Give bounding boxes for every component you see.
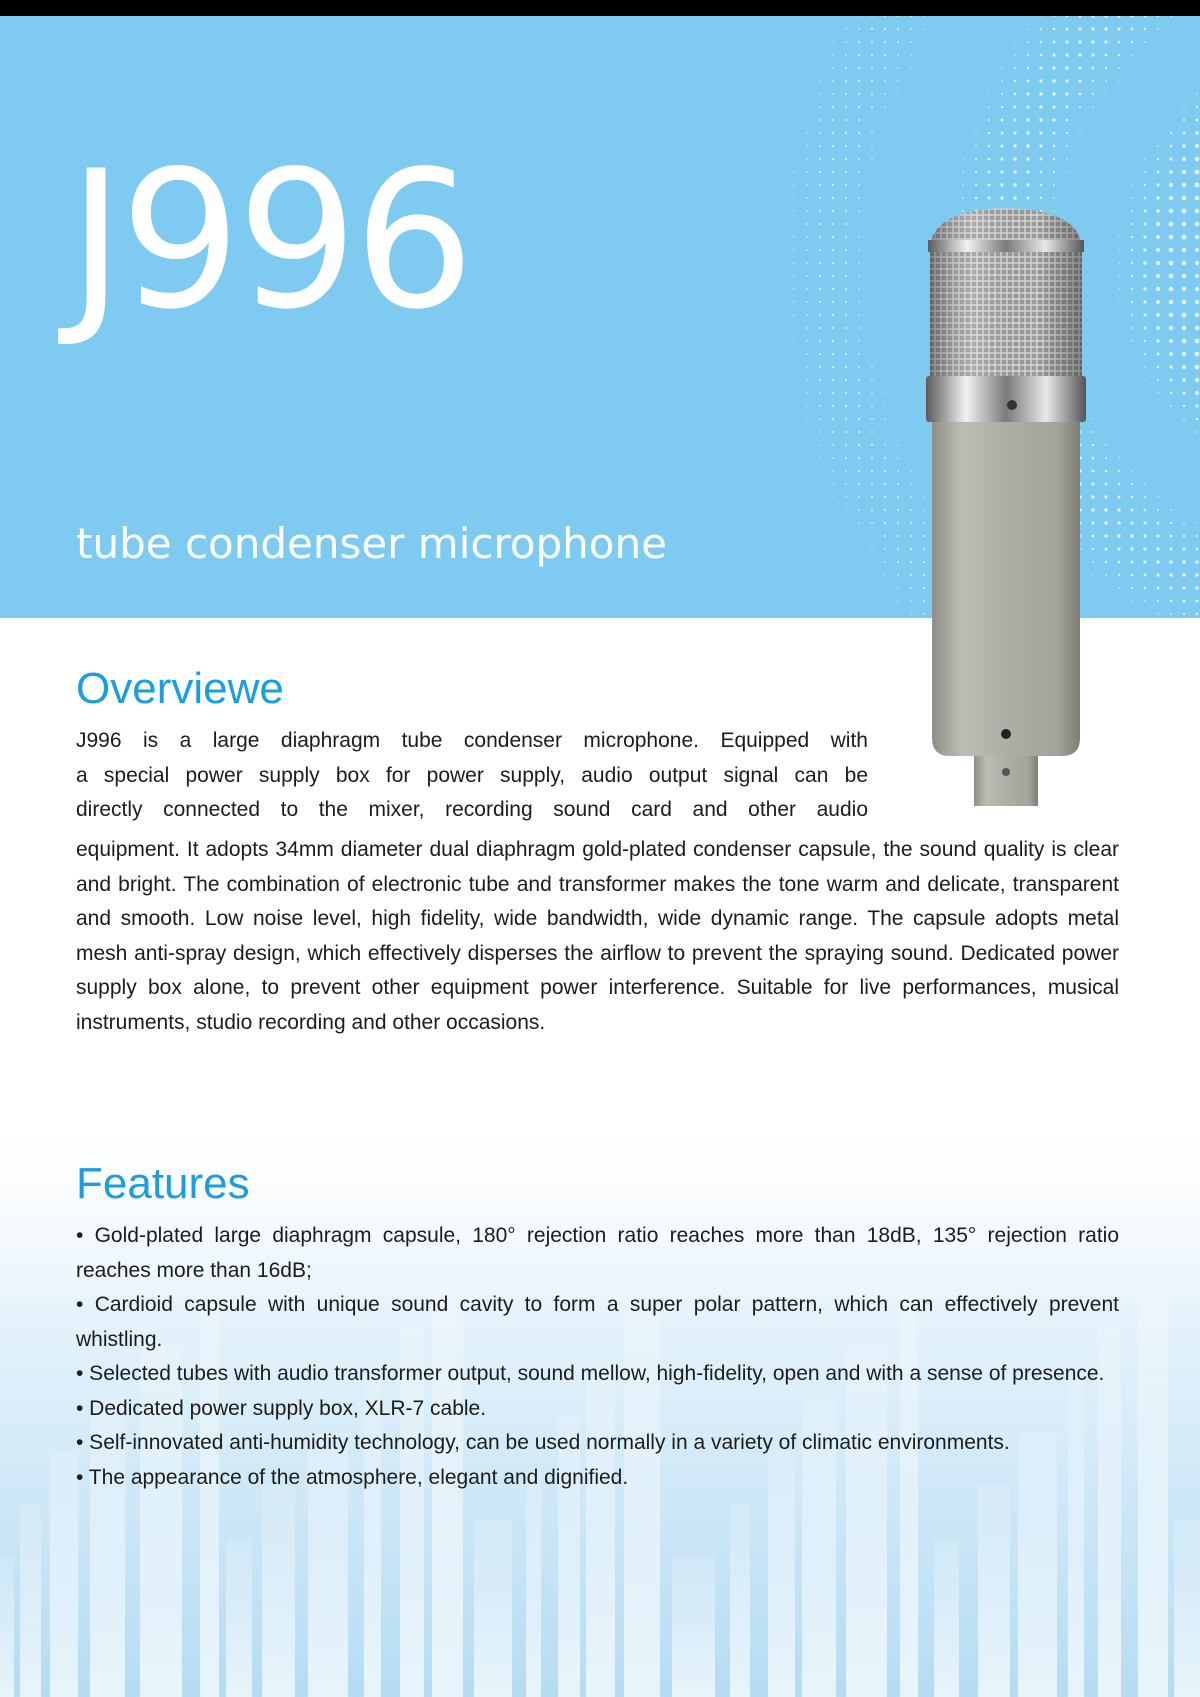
features-heading: Features (76, 1159, 250, 1208)
overview-line-2: a special power supply box for power supply, audio output signal can be (76, 763, 868, 787)
product-title: J996 (68, 130, 471, 351)
overview-line-3: directly connected to the mixer, recording sound card and other audio (76, 798, 868, 821)
feature-item: • Dedicated power supply box, XLR-7 cable. (76, 1396, 487, 1420)
features-list (76, 1219, 1119, 1495)
feature-item: • Gold-plated large diaphragm capsule, 180° rejection ratio reaches more than 18dB, 135° rejection ratio reaches more than 16dB; (76, 1224, 1119, 1282)
overview-heading: Overviewe (76, 664, 284, 713)
overview-line-1: J996 is a large diaphragm tube condenser microphone. Equipped with (76, 729, 868, 752)
feature-item: • Cardioid capsule with unique sound cavity to form a super polar pattern, which can effectively prevent whistling. (76, 1293, 1119, 1351)
feature-item: • Self-innovated anti-humidity technology, can be used normally in a variety of climatic environments. (76, 1431, 1010, 1454)
microphone-image (926, 200, 1086, 820)
top-black-bar (0, 0, 1200, 16)
feature-item: • Selected tubes with audio transformer output, sound mellow, high-fidelity, open and with a sense of presence. (76, 1362, 1105, 1385)
overview-paragraph: equipment. It adopts 34mm diameter dual diaphragm gold-plated condenser capsule, the sound quality is clear and bright. The combination of electronic tube and transformer makes the tone warm and delicate, transparent and smooth. Low noise level, high fidelity, wide bandwidth, wide dynamic range. The capsule adopts metal mesh anti-spray design, which effectively disperses the airflow to prevent the spraying sound. Dedicated power supply box alone, to prevent other equipment power interference. Suitable for live performances, musical instruments, studio recording and other occasions. (76, 838, 1119, 1034)
feature-item: • The appearance of the atmosphere, elegant and dignified. (76, 1465, 629, 1489)
product-subtitle: tube condenser microphone (76, 519, 667, 568)
